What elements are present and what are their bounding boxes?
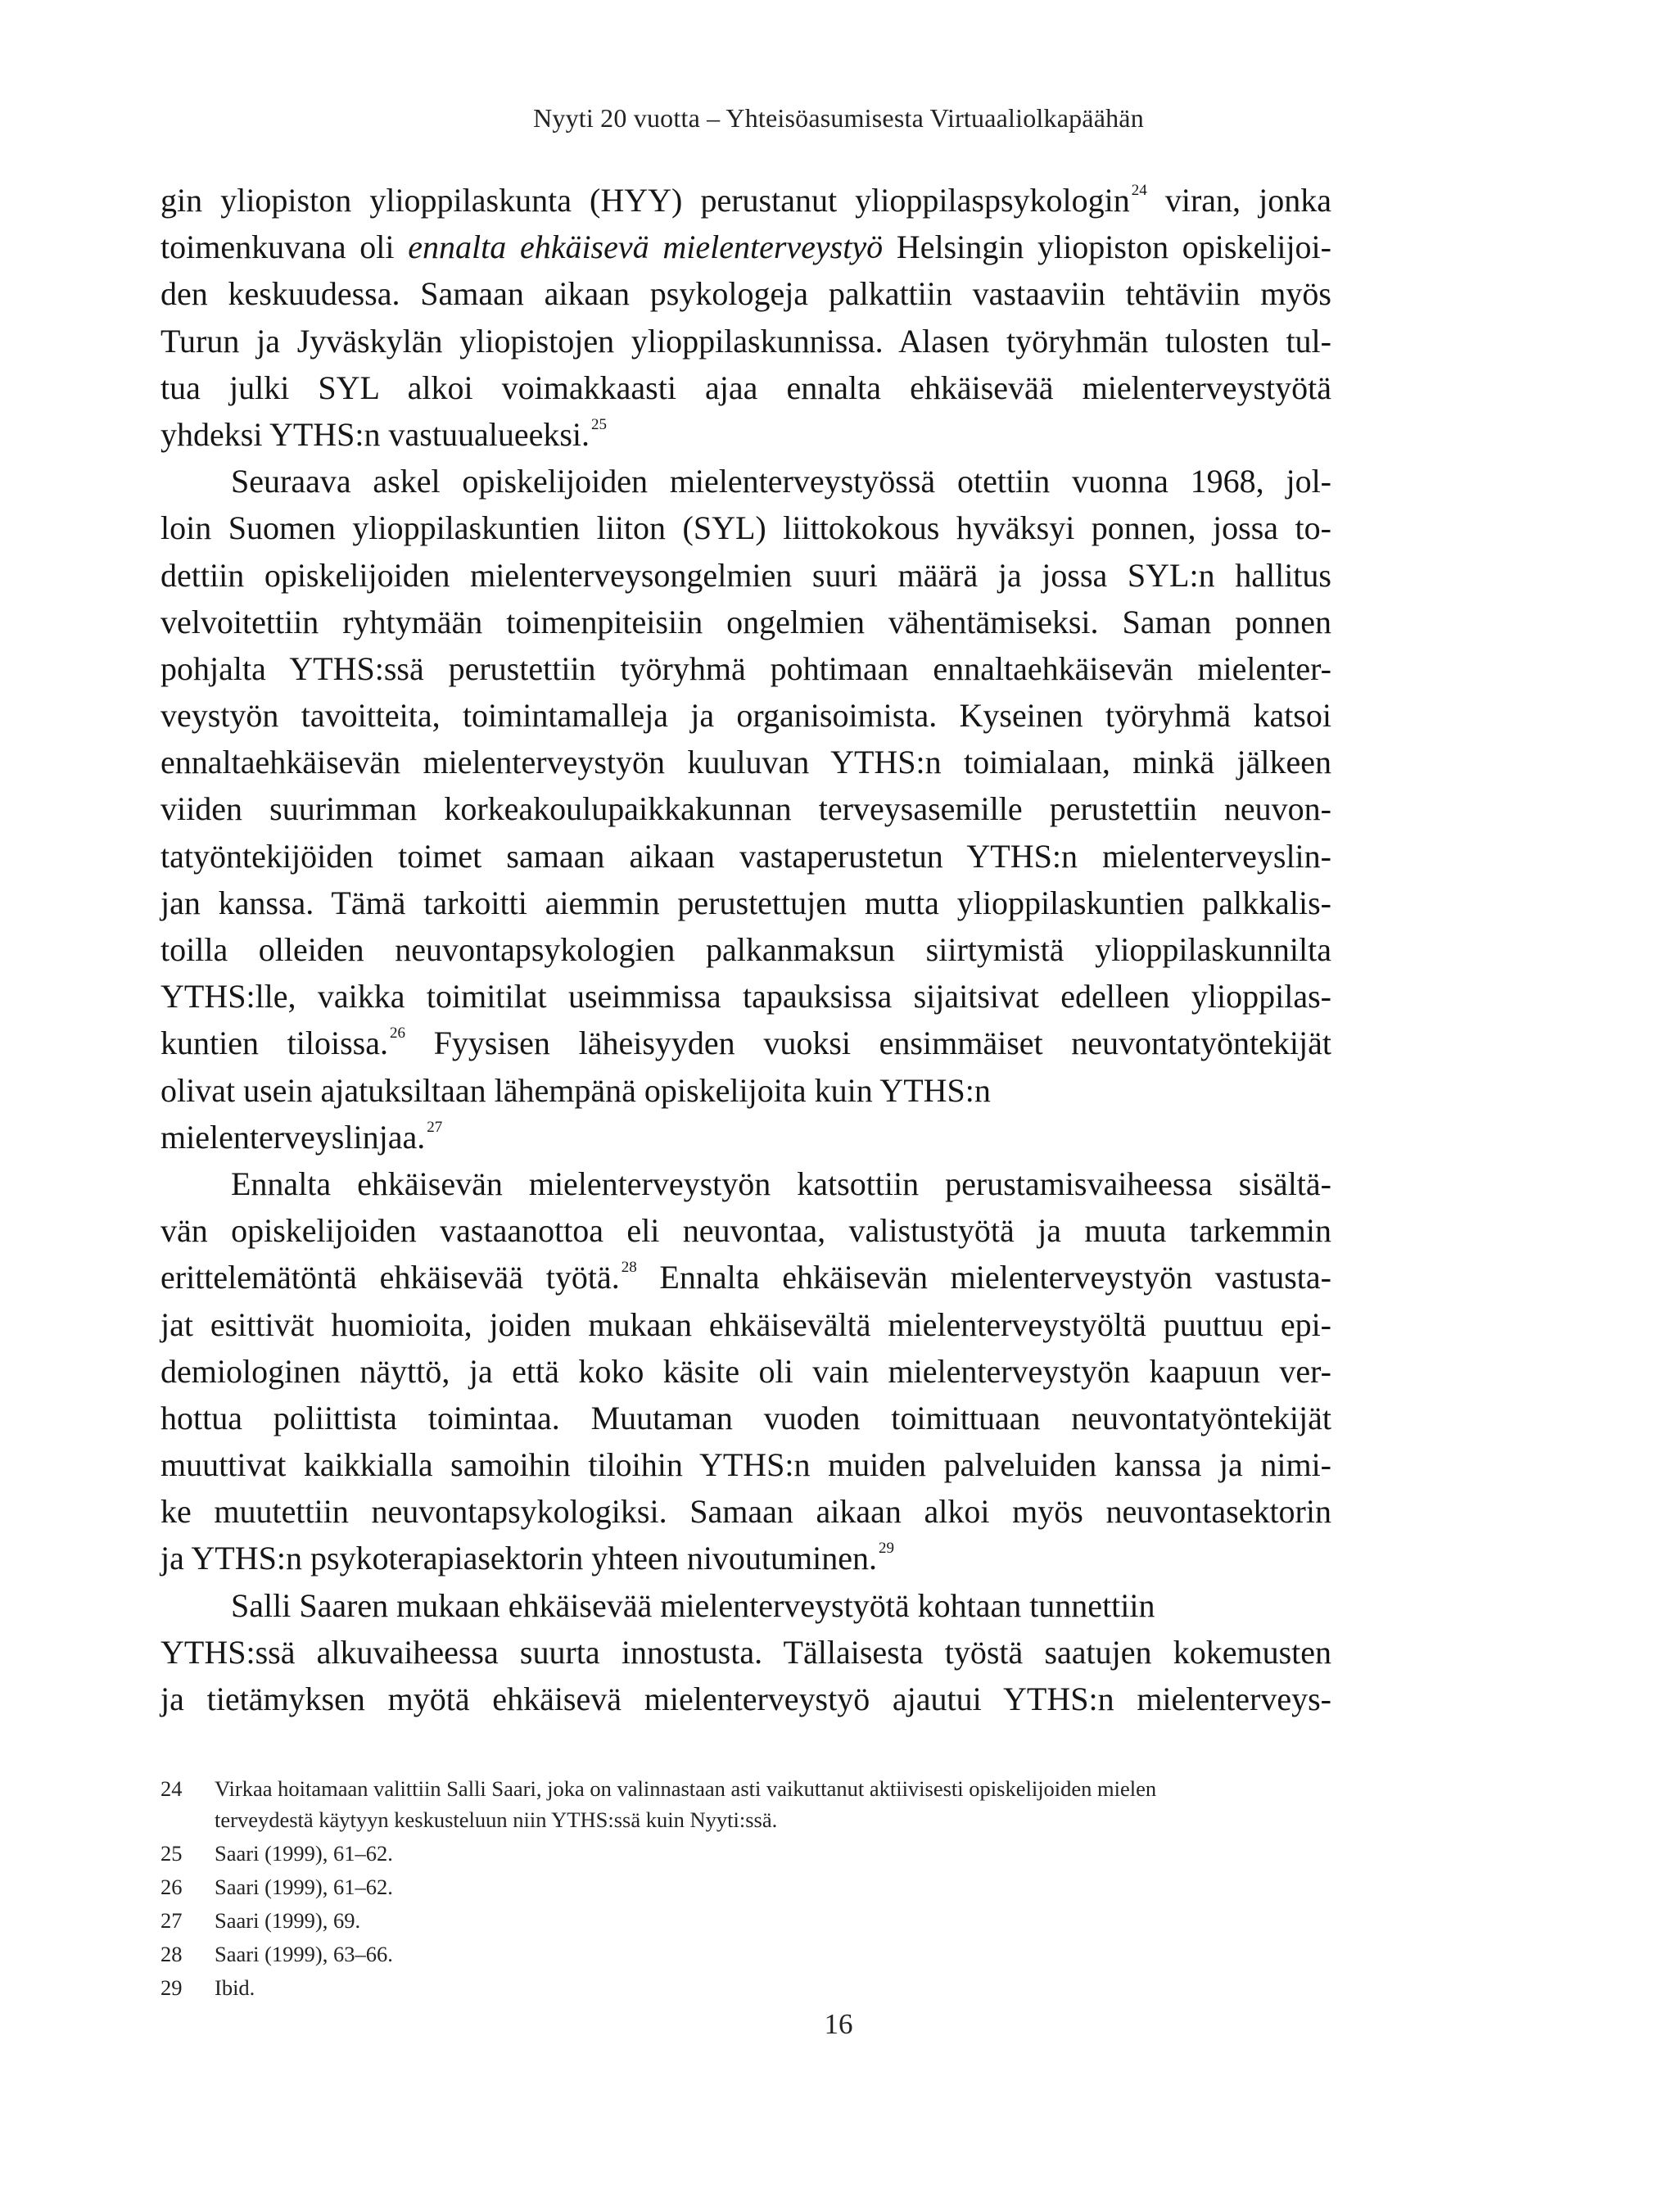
text-segment: toilla olleiden neuvontapsykologien palkanmaksun siirtymistä ylioppilaskunnilta bbox=[160, 931, 1331, 968]
text-line bbox=[160, 1348, 1331, 1395]
body-text bbox=[160, 177, 1331, 1722]
footnote-text: Saari (1999), 61–62. bbox=[215, 1841, 393, 1866]
footnote bbox=[160, 1905, 1331, 1936]
footnote-number: 24 bbox=[160, 1776, 183, 1801]
text-line bbox=[160, 318, 1331, 364]
text-segment: mielenterveyslinjaa. bbox=[160, 1118, 426, 1156]
text-line bbox=[160, 1395, 1331, 1441]
text-line bbox=[160, 1207, 1331, 1254]
text-line bbox=[160, 177, 1331, 224]
footnote-reference: 25 bbox=[591, 415, 608, 433]
text-segment: Turun ja Jyväskylän yliopistojen ylioppilaskunnissa. Alasen työryhmän tulosten tul- bbox=[160, 322, 1331, 360]
footnote-text: Ibid. bbox=[215, 1975, 255, 2000]
text-segment: muuttivat kaikkialla samoihin tiloihin YTHS:n muiden palveluiden kanssa ja nimi- bbox=[160, 1446, 1331, 1484]
text-segment: Salli Saaren mukaan ehkäisevää mielenterveystyötä kohtaan tunnettiin bbox=[231, 1586, 1155, 1624]
text-segment: vän opiskelijoiden vastaanottoa eli neuvontaa, valistustyötä ja muuta tarkemmin bbox=[160, 1212, 1331, 1250]
text-segment: hottua poliittista toimintaa. Muutaman vuoden toimittuaan neuvontatyöntekijät bbox=[160, 1399, 1331, 1436]
text-line bbox=[160, 1488, 1331, 1535]
page-number: 16 bbox=[824, 2008, 853, 2040]
text-segment: ke muutettiin neuvontapsykologiksi. Samaan aikaan alkoi myös neuvontasektorin bbox=[160, 1493, 1331, 1531]
text-segment: ja tietämyksen myötä ehkäisevä mielenterveystyö ajautui YTHS:n mielenterveys- bbox=[160, 1680, 1331, 1717]
text-line bbox=[160, 1020, 1331, 1066]
text-segment: velvoitettiin ryhtymään toimenpiteisiin ongelmien vähentämiseksi. Saman ponnen bbox=[160, 603, 1331, 640]
text-line bbox=[160, 1535, 1331, 1581]
text-line bbox=[160, 926, 1331, 973]
text-line bbox=[160, 973, 1331, 1020]
text-segment: toimenkuvana oli bbox=[160, 228, 409, 266]
text-line bbox=[160, 1254, 1331, 1301]
footnote-reference: 24 bbox=[1131, 182, 1147, 199]
text-segment: ennaltaehkäisevän mielenterveystyön kuuluvan YTHS:n toimialaan, minkä jälkeen bbox=[160, 744, 1331, 781]
text-segment: Ennalta ehkäisevän mielenterveystyön katsottiin perustamisvaiheessa sisältä- bbox=[231, 1165, 1331, 1202]
text-segment: tua julki SYL alkoi voimakkaasti ajaa ennalta ehkäisevää mielenterveystyötä bbox=[160, 369, 1331, 406]
text-segment: jat esittivät huomioita, joiden mukaan ehkäisevältä mielenterveystyöltä puuttuu epi- bbox=[160, 1305, 1331, 1343]
text-line bbox=[160, 1582, 1331, 1629]
text-segment: kuntien tiloissa. bbox=[160, 1025, 388, 1062]
text-line bbox=[160, 1160, 1331, 1207]
text-segment: tatyöntekijöiden toimet samaan aikaan vastaperustetun YTHS:n mielenterveyslin- bbox=[160, 837, 1331, 875]
footnote-reference: 29 bbox=[879, 1540, 895, 1558]
text-segment: YTHS:lle, vaikka toimitilat useimmissa tapauksissa sijaitsivat edelleen ylioppilas- bbox=[160, 978, 1331, 1016]
text-line bbox=[160, 1441, 1331, 1488]
text-line bbox=[160, 833, 1331, 880]
footnote bbox=[160, 1938, 1331, 1970]
text-segment: erittelemätöntä ehkäisevää työtä. bbox=[160, 1259, 620, 1296]
text-line bbox=[160, 458, 1331, 504]
footnote-text: Saari (1999), 69. bbox=[215, 1908, 361, 1933]
footnote-text: Saari (1999), 63–66. bbox=[215, 1942, 393, 1966]
emphasis-text: ennalta ehkäisevä mielenterveystyö bbox=[408, 228, 884, 266]
text-line bbox=[160, 645, 1331, 692]
footnote-number: 28 bbox=[160, 1942, 183, 1966]
text-segment: den keskuudessa. Samaan aikaan psykologeja palkattiin vastaaviin tehtäviin myös bbox=[160, 275, 1331, 313]
text-segment: dettiin opiskelijoiden mielenterveysongelmien suuri määrä ja jossa SYL:n hallitus bbox=[160, 556, 1331, 594]
text-line bbox=[160, 364, 1331, 411]
text-segment: viiden suurimman korkeakoulupaikkakunnan terveysasemille perustettiin neuvon- bbox=[160, 790, 1331, 828]
text-line bbox=[160, 1301, 1331, 1348]
text-segment: pohjalta YTHS:ssä perustettiin työryhmä pohtimaan ennaltaehkäisevän mielenter- bbox=[160, 649, 1331, 687]
footnote bbox=[160, 1871, 1331, 1902]
text-segment: ja YTHS:n psykoterapiasektorin yhteen nivoutuminen. bbox=[160, 1540, 878, 1577]
footnote-reference: 26 bbox=[390, 1025, 405, 1043]
text-line bbox=[160, 411, 1331, 458]
running-head: Nyyti 20 vuotta – Yhteisöasumisesta Virtuaaliolkapäähän bbox=[533, 103, 1144, 133]
text-segment: YTHS:ssä alkuvaiheessa suurta innostusta. Tällaisesta työstä saatujen kokemusten bbox=[160, 1633, 1331, 1671]
text-line bbox=[160, 270, 1331, 317]
text-segment: olivat usein ajatuksiltaan lähempänä opiskelijoita kuin YTHS:n bbox=[160, 1071, 991, 1109]
text-segment: demiologinen näyttö, ja että koko käsite oli vain mielenterveystyön kaapuun ver- bbox=[160, 1352, 1331, 1390]
footnote bbox=[160, 1838, 1331, 1869]
text-segment: Fyysisen läheisyyden vuoksi ensimmäiset neuvontatyöntekijät bbox=[405, 1025, 1331, 1062]
text-segment: Seuraava askel opiskelijoiden mielenterveystyössä otettiin vuonna 1968, jol- bbox=[231, 463, 1331, 500]
text-line bbox=[160, 224, 1331, 270]
text-segment: jan kanssa. Tämä tarkoitti aiemmin perustettujen mutta ylioppilaskuntien palkkalis- bbox=[160, 884, 1331, 921]
footnote-number: 26 bbox=[160, 1875, 183, 1899]
text-line bbox=[160, 1629, 1331, 1676]
footnotes bbox=[160, 1773, 1331, 2006]
text-segment: Helsingin yliopiston opiskelijoi- bbox=[883, 228, 1331, 266]
text-line bbox=[160, 1676, 1331, 1722]
text-line bbox=[160, 504, 1331, 551]
text-line bbox=[160, 880, 1331, 926]
footnote-text: Virkaa hoitamaan valittiin Salli Saari, joka on valinnastaan asti vaikuttanut aktiivisesti opiskelijoiden mielen bbox=[215, 1776, 1157, 1801]
footnote-text: Saari (1999), 61–62. bbox=[215, 1875, 393, 1899]
footnote-number: 29 bbox=[160, 1975, 183, 2000]
text-line bbox=[160, 552, 1331, 599]
footnote-reference: 28 bbox=[621, 1259, 637, 1277]
footnote-number: 25 bbox=[160, 1841, 183, 1866]
text-line bbox=[160, 599, 1331, 645]
text-line bbox=[160, 739, 1331, 785]
footnote-number: 27 bbox=[160, 1908, 183, 1933]
text-segment: loin Suomen ylioppilaskuntien liiton (SYL) liittokokous hyväksyi ponnen, jossa to- bbox=[160, 509, 1331, 547]
footnote-reference: 27 bbox=[427, 1118, 443, 1136]
text-line bbox=[160, 785, 1331, 832]
text-line bbox=[160, 692, 1331, 739]
text-line bbox=[160, 1067, 1331, 1114]
text-segment: Ennalta ehkäisevän mielenterveystyön vastusta- bbox=[636, 1259, 1331, 1296]
text-segment: viran, jonka bbox=[1146, 182, 1331, 219]
footnote bbox=[160, 1972, 1331, 2003]
text-segment: yhdeksi YTHS:n vastuualueeksi. bbox=[160, 415, 590, 453]
text-segment: gin yliopiston ylioppilaskunta (HYY) perustanut ylioppilaspsykologin bbox=[160, 182, 1130, 219]
footnote-text: terveydestä käytyyn keskusteluun niin YTHS:ssä kuin Nyyti:ssä. bbox=[215, 1807, 778, 1832]
footnote bbox=[160, 1773, 1331, 1835]
text-segment: veystyön tavoitteita, toimintamalleja ja organisoimista. Kyseinen työryhmä katsoi bbox=[160, 697, 1331, 735]
text-line bbox=[160, 1114, 1331, 1160]
